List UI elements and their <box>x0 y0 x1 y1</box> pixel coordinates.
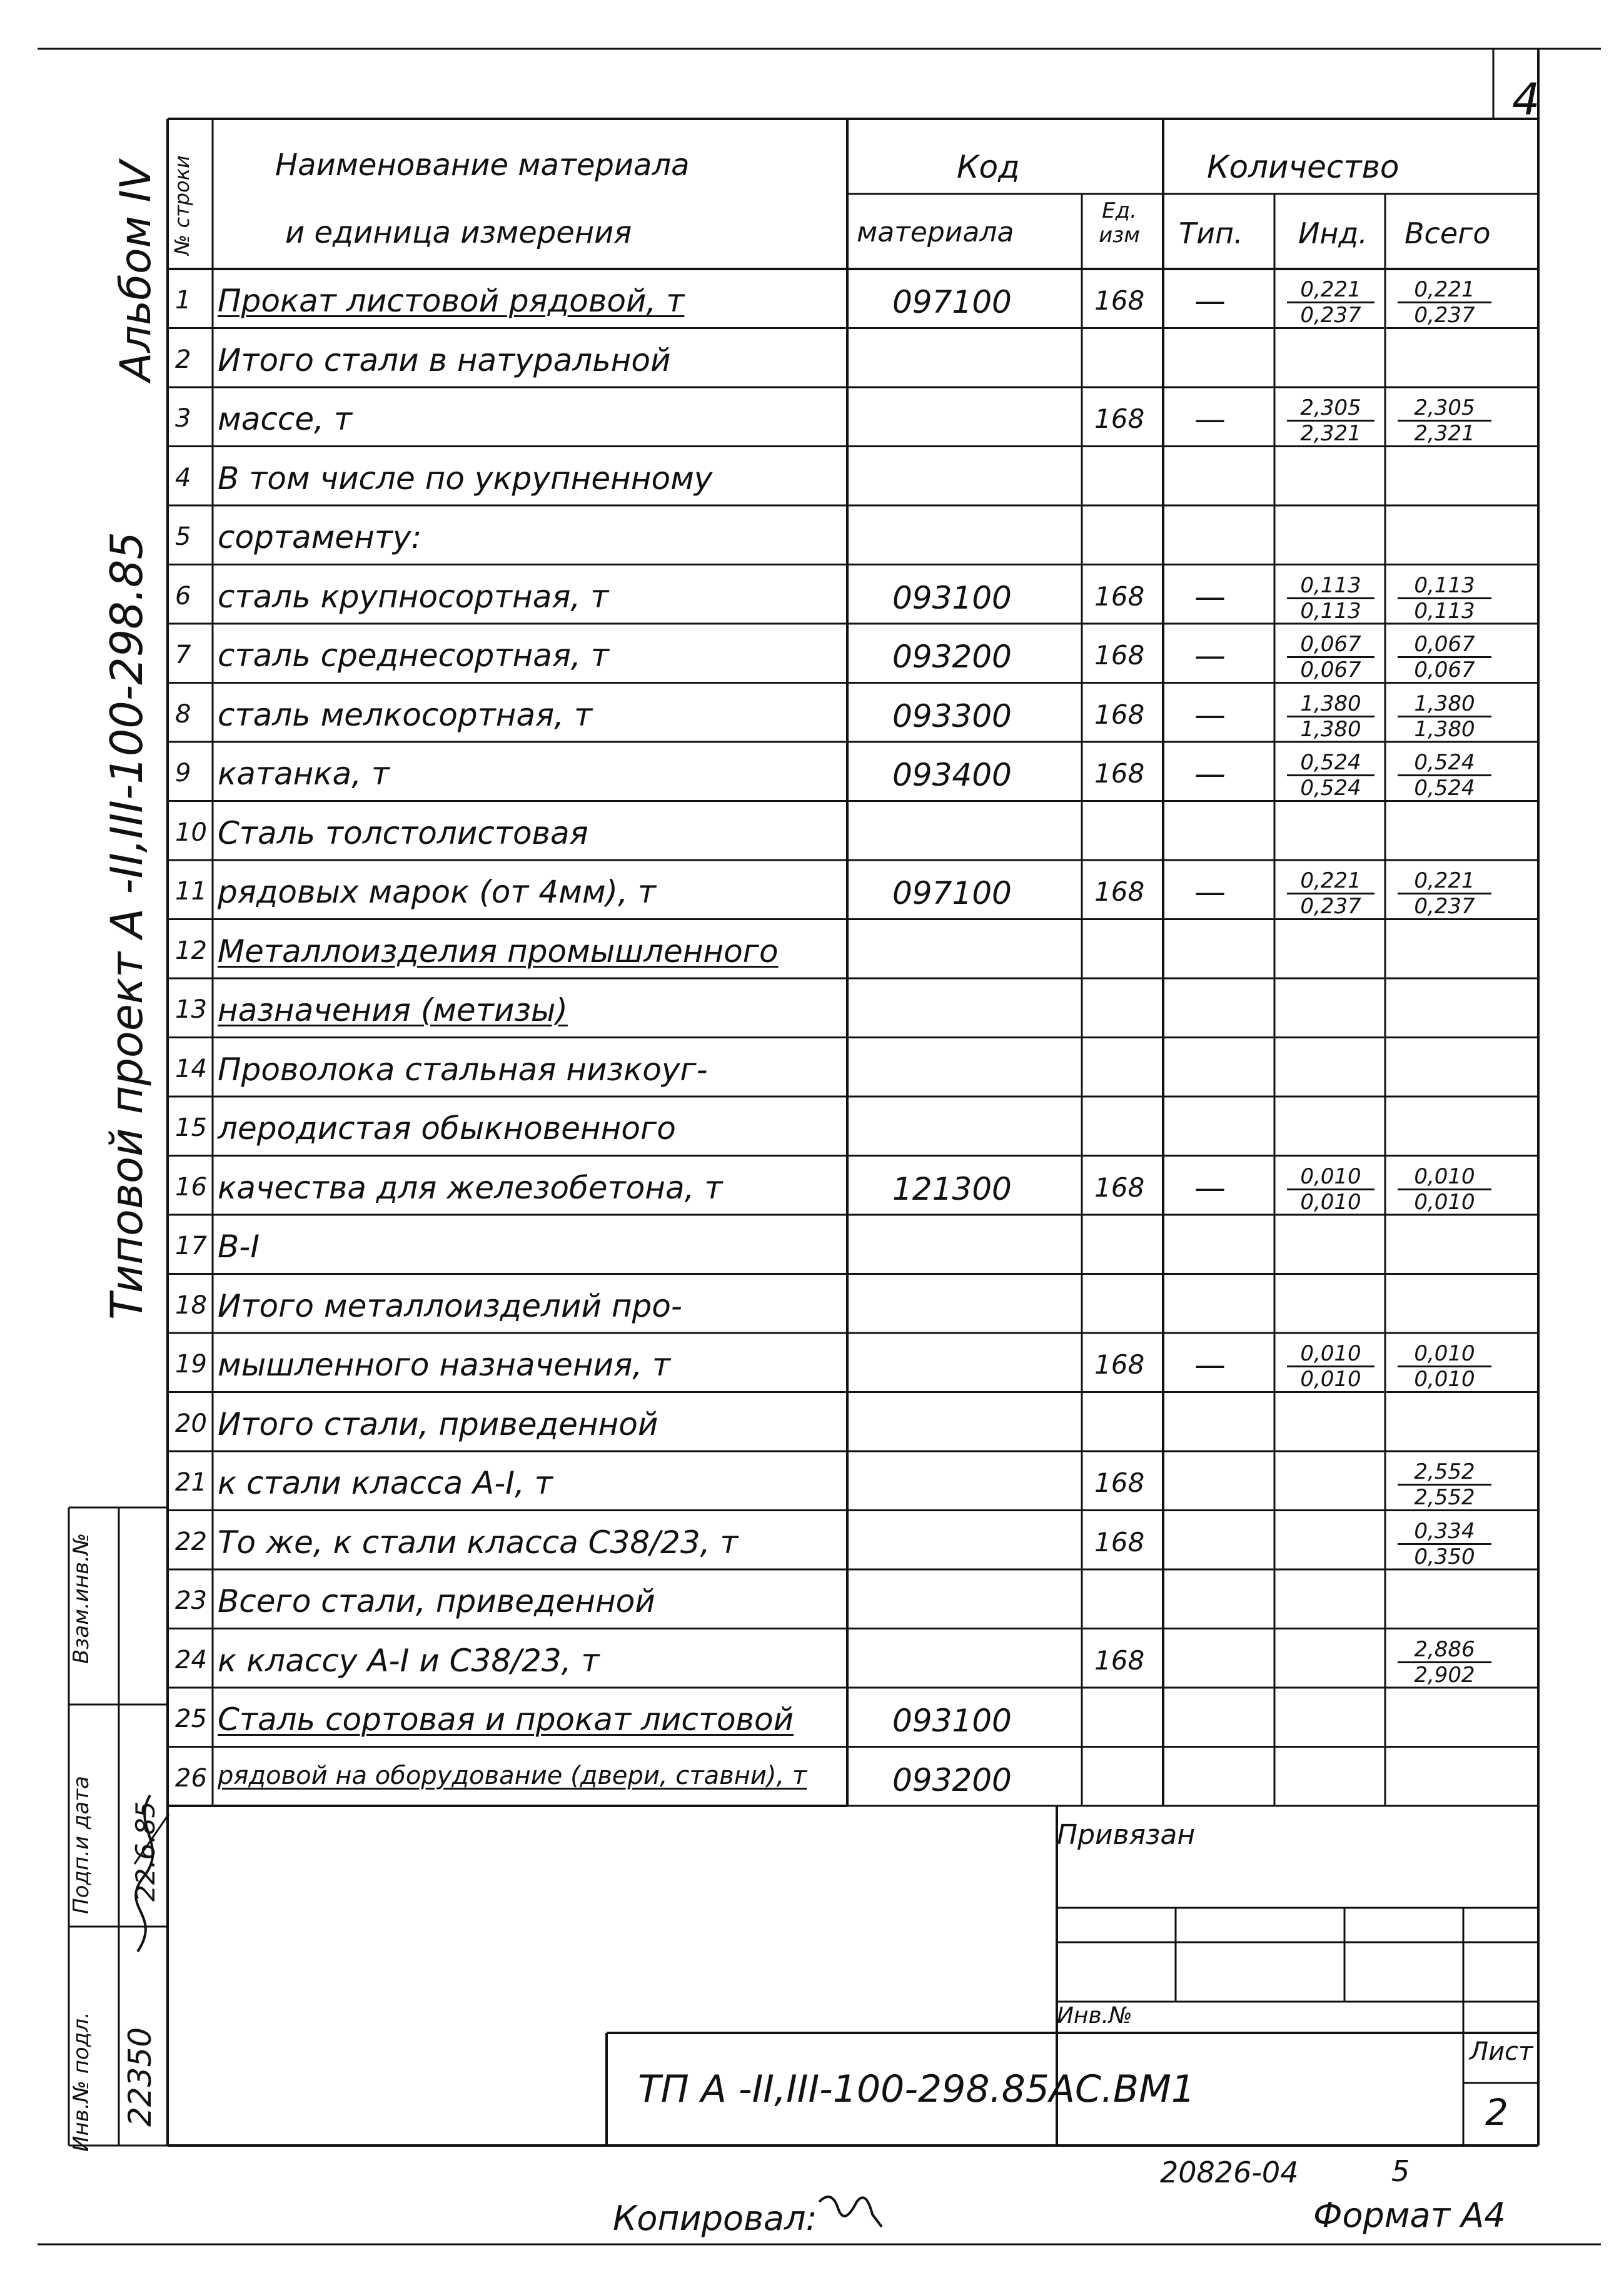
fraction-numerator: 2,305 <box>1287 397 1374 422</box>
unit-code: 168 <box>1094 758 1145 789</box>
material-code: 093200 <box>892 1761 1012 1798</box>
row-number: 8 <box>175 699 191 729</box>
fraction-denominator: 0,010 <box>1414 1367 1475 1392</box>
album-label: Альбом IV <box>111 160 161 382</box>
fraction-denominator: 0,010 <box>1414 1189 1475 1215</box>
quantity-header: Количество <box>1207 149 1400 185</box>
typ-dash: — <box>1194 283 1226 319</box>
material-name: Всего стали, приведенной <box>218 1583 655 1619</box>
qty-individual <box>1287 634 1374 681</box>
material-code: 097100 <box>892 875 1012 911</box>
qty-total <box>1398 870 1491 917</box>
material-code: 093100 <box>892 579 1012 616</box>
fraction-denominator: 0,067 <box>1414 657 1475 682</box>
fraction-numerator: 0,524 <box>1398 752 1491 776</box>
project-label: Типовой проект А -II,III-100-298.85 <box>101 532 153 1320</box>
row-number: 19 <box>175 1350 207 1379</box>
material-name: качества для железобетона, т <box>218 1169 723 1206</box>
format-label: Формат А4 <box>1313 2196 1506 2235</box>
qty-total <box>1398 693 1491 740</box>
material-name: Итого стали в натуральной <box>218 342 671 378</box>
material-name: сталь мелкосортная, т <box>218 696 593 733</box>
name-header-line1: Наименование материала <box>275 148 690 183</box>
typ-dash: — <box>1194 874 1226 910</box>
fraction-denominator: 0,237 <box>1414 894 1475 919</box>
material-name: сталь среднесортная, т <box>218 637 609 674</box>
row-number: 7 <box>175 641 191 669</box>
material-name: массе, т <box>218 401 353 437</box>
qty-individual <box>1287 279 1374 326</box>
row-number: 24 <box>175 1645 207 1674</box>
unit-code: 168 <box>1094 1172 1145 1203</box>
material-code: 093300 <box>892 697 1012 734</box>
material-name: Прокат листовой рядовой, т <box>218 283 685 319</box>
fraction-denominator: 0,237 <box>1300 894 1361 919</box>
fraction-numerator: 0,010 <box>1287 1166 1374 1190</box>
fraction-denominator: 2,321 <box>1414 421 1475 446</box>
unit-code: 168 <box>1094 1349 1145 1380</box>
row-number: 13 <box>175 995 207 1024</box>
material-name: сортаменту: <box>218 519 422 555</box>
row-number: 18 <box>175 1290 207 1320</box>
row-number: 4 <box>175 463 191 492</box>
fraction-numerator: 0,010 <box>1398 1166 1491 1190</box>
material-name: назначения (метизы) <box>218 992 568 1028</box>
qty-total <box>1398 1518 1491 1569</box>
fraction-denominator: 0,237 <box>1300 303 1361 328</box>
qty-total-header: Всего <box>1405 216 1491 250</box>
qty-individual <box>1287 397 1374 444</box>
fraction-numerator: 0,113 <box>1398 575 1491 599</box>
fraction-numerator: 0,524 <box>1287 752 1374 776</box>
podp-data-label: Подп.и дата <box>69 1776 94 1914</box>
material-name: рядовых марок (от 4мм), т <box>218 874 656 910</box>
material-name: Сталь сортовая и прокат листовой <box>218 1701 794 1738</box>
fraction-numerator: 2,305 <box>1398 397 1491 422</box>
inv-podl-number: 22350 <box>122 2027 158 2127</box>
material-name: В том числе по укрупненному <box>218 460 713 497</box>
typ-dash: — <box>1194 578 1226 615</box>
row-number: 21 <box>175 1468 207 1497</box>
footer-page: 5 <box>1391 2154 1410 2188</box>
fraction-numerator: 1,380 <box>1287 693 1374 717</box>
fraction-numerator: 0,113 <box>1287 575 1374 599</box>
qty-individual <box>1287 1163 1374 1215</box>
row-number: 1 <box>175 286 191 315</box>
unit-code: 168 <box>1094 580 1145 612</box>
row-number: 16 <box>175 1172 207 1202</box>
material-name: леродистая обыкновенного <box>218 1110 676 1147</box>
fraction-numerator: 0,221 <box>1398 279 1491 303</box>
fraction-numerator: 0,221 <box>1398 870 1491 894</box>
fraction-numerator: 2,552 <box>1398 1461 1491 1486</box>
fraction-numerator: 0,010 <box>1287 1343 1374 1367</box>
fraction-denominator: 0,524 <box>1300 776 1361 801</box>
row-number: 9 <box>175 759 191 788</box>
fraction-numerator: 0,067 <box>1398 634 1491 658</box>
material-name: рядовой на оборудование (двери, ставни), т <box>218 1761 807 1790</box>
row-number: 3 <box>175 404 191 433</box>
row-number: 23 <box>175 1586 207 1615</box>
qty-total <box>1398 1636 1491 1688</box>
typ-dash: — <box>1194 1169 1226 1206</box>
fraction-denominator: 2,552 <box>1414 1485 1475 1510</box>
fraction-denominator: 0,113 <box>1300 598 1361 624</box>
qty-individual <box>1287 752 1374 799</box>
fraction-numerator: 0,221 <box>1287 279 1374 303</box>
material-name: сталь крупносортная, т <box>218 578 609 615</box>
row-number: 5 <box>175 522 191 551</box>
typ-dash: — <box>1194 637 1226 674</box>
fraction-denominator: 0,113 <box>1414 598 1475 624</box>
sheet-label: Лист <box>1470 2037 1533 2066</box>
qty-total <box>1398 1163 1491 1215</box>
row-number: 22 <box>175 1527 207 1556</box>
row-number: 26 <box>175 1763 207 1793</box>
qty-total <box>1398 1343 1491 1390</box>
qty-typ-header: Тип. <box>1179 216 1243 250</box>
fraction-denominator: 1,380 <box>1414 716 1475 742</box>
qty-total <box>1398 397 1491 444</box>
fraction-denominator: 2,321 <box>1300 421 1361 446</box>
row-number: 12 <box>175 936 207 965</box>
qty-individual <box>1287 870 1374 917</box>
row-number-header: № строки <box>170 155 194 255</box>
fraction-numerator: 2,886 <box>1398 1639 1491 1663</box>
row-number: 20 <box>175 1409 207 1438</box>
fraction-numerator: 0,221 <box>1287 870 1374 894</box>
material-name: катанка, т <box>218 756 390 792</box>
material-code: 121300 <box>892 1170 1012 1207</box>
fraction-numerator: 0,010 <box>1398 1343 1491 1367</box>
unit-header: Ед. изм <box>1099 198 1140 248</box>
page-number-top: 4 <box>1512 74 1540 125</box>
row-number: 17 <box>175 1232 207 1260</box>
unit-code: 168 <box>1094 1644 1145 1676</box>
qty-ind-header: Инд. <box>1298 216 1368 250</box>
qty-individual <box>1287 572 1374 624</box>
qty-individual <box>1287 1343 1374 1390</box>
material-code: 093400 <box>892 757 1012 793</box>
fraction-numerator: 1,380 <box>1398 693 1491 717</box>
qty-total <box>1398 572 1491 624</box>
material-name: Итого металлоизделий про- <box>218 1287 682 1324</box>
fraction-denominator: 0,524 <box>1414 776 1475 801</box>
unit-code: 168 <box>1094 1526 1145 1558</box>
unit-code: 168 <box>1094 699 1145 730</box>
unit-code: 168 <box>1094 403 1145 434</box>
row-number: 6 <box>175 581 191 610</box>
fraction-denominator: 0,350 <box>1414 1544 1475 1569</box>
code-header-bottom: материала <box>857 216 1014 248</box>
material-name: Проволока стальная низкоуг- <box>218 1051 708 1088</box>
material-code: 093100 <box>892 1703 1012 1739</box>
row-number: 10 <box>175 818 207 847</box>
name-header-line2: и единица измерения <box>285 215 632 250</box>
fraction-denominator: 2,902 <box>1414 1662 1475 1688</box>
material-name: к классу А-I и С38/23, т <box>218 1642 600 1679</box>
fraction-numerator: 0,067 <box>1287 634 1374 658</box>
typ-dash: — <box>1194 756 1226 792</box>
row-number: 25 <box>175 1705 207 1733</box>
qty-total <box>1398 634 1491 681</box>
material-code: 097100 <box>892 284 1012 320</box>
unit-code: 168 <box>1094 285 1145 316</box>
fraction-denominator: 0,067 <box>1300 657 1361 682</box>
qty-total <box>1398 1461 1491 1508</box>
row-number: 14 <box>175 1054 207 1083</box>
material-name: Сталь толстолистовая <box>218 814 588 851</box>
document-designation: ТП А -II,III-100-298.85АС.ВМ1 <box>638 2067 1196 2111</box>
footer-code: 20826-04 <box>1160 2156 1299 2189</box>
fraction-denominator: 0,010 <box>1300 1367 1361 1392</box>
signature-mark <box>125 1789 175 1964</box>
row-number: 2 <box>175 345 191 374</box>
fraction-denominator: 0,237 <box>1414 303 1475 328</box>
qty-individual <box>1287 693 1374 740</box>
inv-no-label: Инв.№ <box>1057 2003 1132 2029</box>
typ-dash: — <box>1194 401 1226 437</box>
privyazan-label: Привязан <box>1057 1819 1196 1851</box>
material-name: В-I <box>218 1229 260 1265</box>
copied-by-label: Копировал: <box>613 2199 817 2238</box>
qty-total <box>1398 752 1491 799</box>
material-name: к стали класса А-I, т <box>218 1465 553 1501</box>
material-name: мышленного назначения, т <box>218 1347 671 1383</box>
row-number: 11 <box>175 877 207 906</box>
sheet-number: 2 <box>1485 2091 1508 2134</box>
row-number: 15 <box>175 1113 207 1142</box>
material-name: Итого стали, приведенной <box>218 1406 658 1442</box>
typ-dash: — <box>1194 1347 1226 1383</box>
vzam-inv-label: Взам.инв.№ <box>69 1533 94 1664</box>
qty-total <box>1398 279 1491 326</box>
inv-podl-label: Инв.№ подл. <box>69 2012 94 2152</box>
fraction-denominator: 1,380 <box>1300 716 1361 742</box>
copier-signature <box>813 2189 888 2239</box>
material-name: То же, к стали класса С38/23, т <box>218 1524 739 1561</box>
unit-code: 168 <box>1094 640 1145 671</box>
fraction-denominator: 0,010 <box>1300 1189 1361 1215</box>
code-header-top: Код <box>957 149 1020 185</box>
podp-date-value: 22.6.85 <box>130 1801 161 1902</box>
unit-code: 168 <box>1094 876 1145 907</box>
fraction-numerator: 0,334 <box>1398 1521 1491 1545</box>
typ-dash: — <box>1194 696 1226 733</box>
material-code: 093200 <box>892 639 1012 675</box>
unit-code: 168 <box>1094 1467 1145 1498</box>
material-name: Металлоизделия промышленного <box>218 933 779 970</box>
